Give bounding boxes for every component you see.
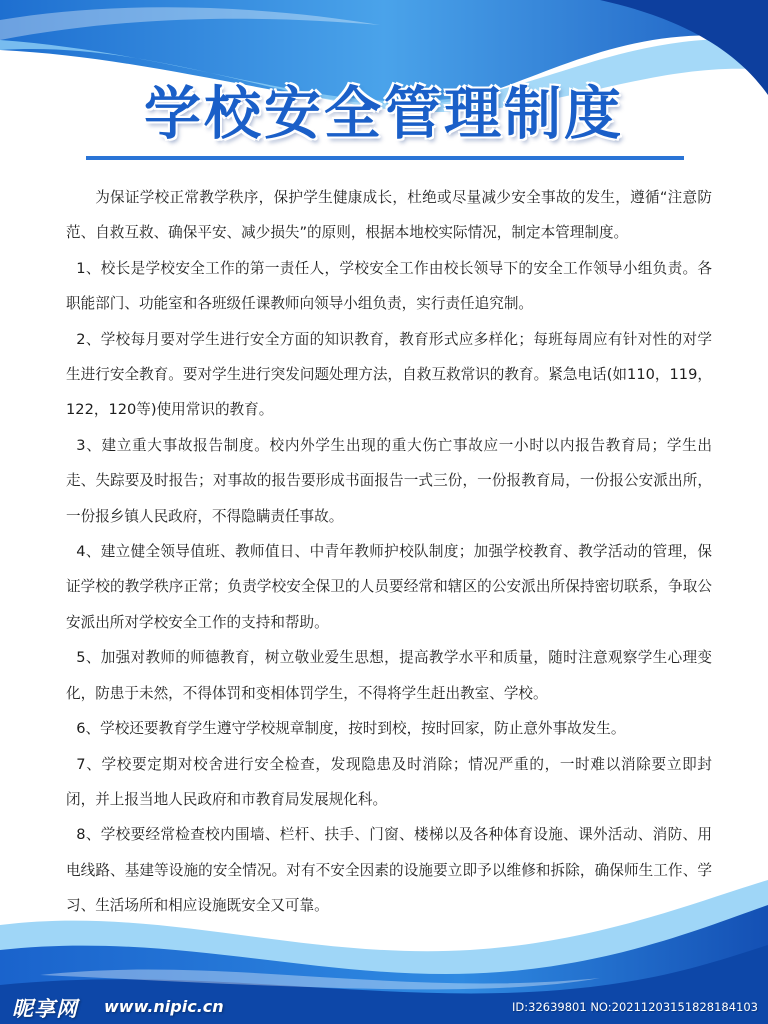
rule-item-1: 1、校长是学校安全工作的第一责任人，学校安全工作由校长领导下的安全工作领导小组负责。各职能部门、功能室和各班级任课教师向领导小组负责，实行责任追究制。 [66,259,712,313]
rule-item-2: 2、学校每月要对学生进行安全方面的知识教育，教育形式应多样化；每班每周应有针对性的对学生进行安全教育。要对学生进行突发问题处理方法，自救互救常识的教育。紧急电话(如110，119，122，120等)使用常识的教育。 [66,330,712,419]
intro-paragraph: 为保证学校正常教学秩序，保护学生健康成长，杜绝或尽量减少安全事故的发生，遵循“注意防范、自救互救、确保平安、减少损失”的原则，根据本地校实际情况，制定本管理制度。 [66,189,712,242]
page-title: 学校安全管理制度 [144,81,624,147]
rule-item-8: 8、学校要经常检查校内围墙、栏杆、扶手、门窗、楼梯以及各种体育设施、课外活动、消防、用电线路、基建等设施的安全情况。对有不安全因素的设施要立即予以维修和拆除，确保师生工作、学习、生活场所和相应设施既安全又可靠。 [66,826,712,915]
watermark-site: www.nipic.cn [104,997,224,1016]
rule-item-7: 7、学校要定期对校舍进行安全检查，发现隐患及时消除；情况严重的，一时难以消除要立即封闭，并上报当地人民政府和市教育局发展规化科。 [66,755,712,808]
regulation-text [66,180,712,924]
rule-item-4: 4、建立健全领导值班、教师值日、中青年教师护校队制度；加强学校教育、教学活动的管理，保证学校的教学秩序正常；负责学校安全保卫的人员要经常和辖区的公安派出所保持密切联系，争取公安派出所对学校安全工作的支持和帮助。 [66,543,712,631]
rule-item-5: 5、加强对教师的师德教育，树立敬业爱生思想，提高教学水平和质量，随时注意观察学生心理变化，防患于未然，不得体罚和变相体罚学生，不得将学生赶出教室、学校。 [66,649,712,702]
watermark-id: ID:32639801 NO:20211203151828184103 [512,1000,758,1014]
watermark-logo: 昵享网 [12,997,78,1021]
rule-item-6: 6、学校还要教育学生遵守学校规章制度，按时到校，按时回家，防止意外事故发生。 [76,720,626,738]
title-underline [86,156,684,160]
rule-item-3: 3、建立重大事故报告制度。校内外学生出现的重大伤亡事故应一小时以内报告教育局；学生出走、失踪要及时报告；对事故的报告要形成书面报告一式三份，一份报教育局，一份报公安派出所，一份报乡镇人民政府，不得隐瞒责任事故。 [66,436,712,525]
